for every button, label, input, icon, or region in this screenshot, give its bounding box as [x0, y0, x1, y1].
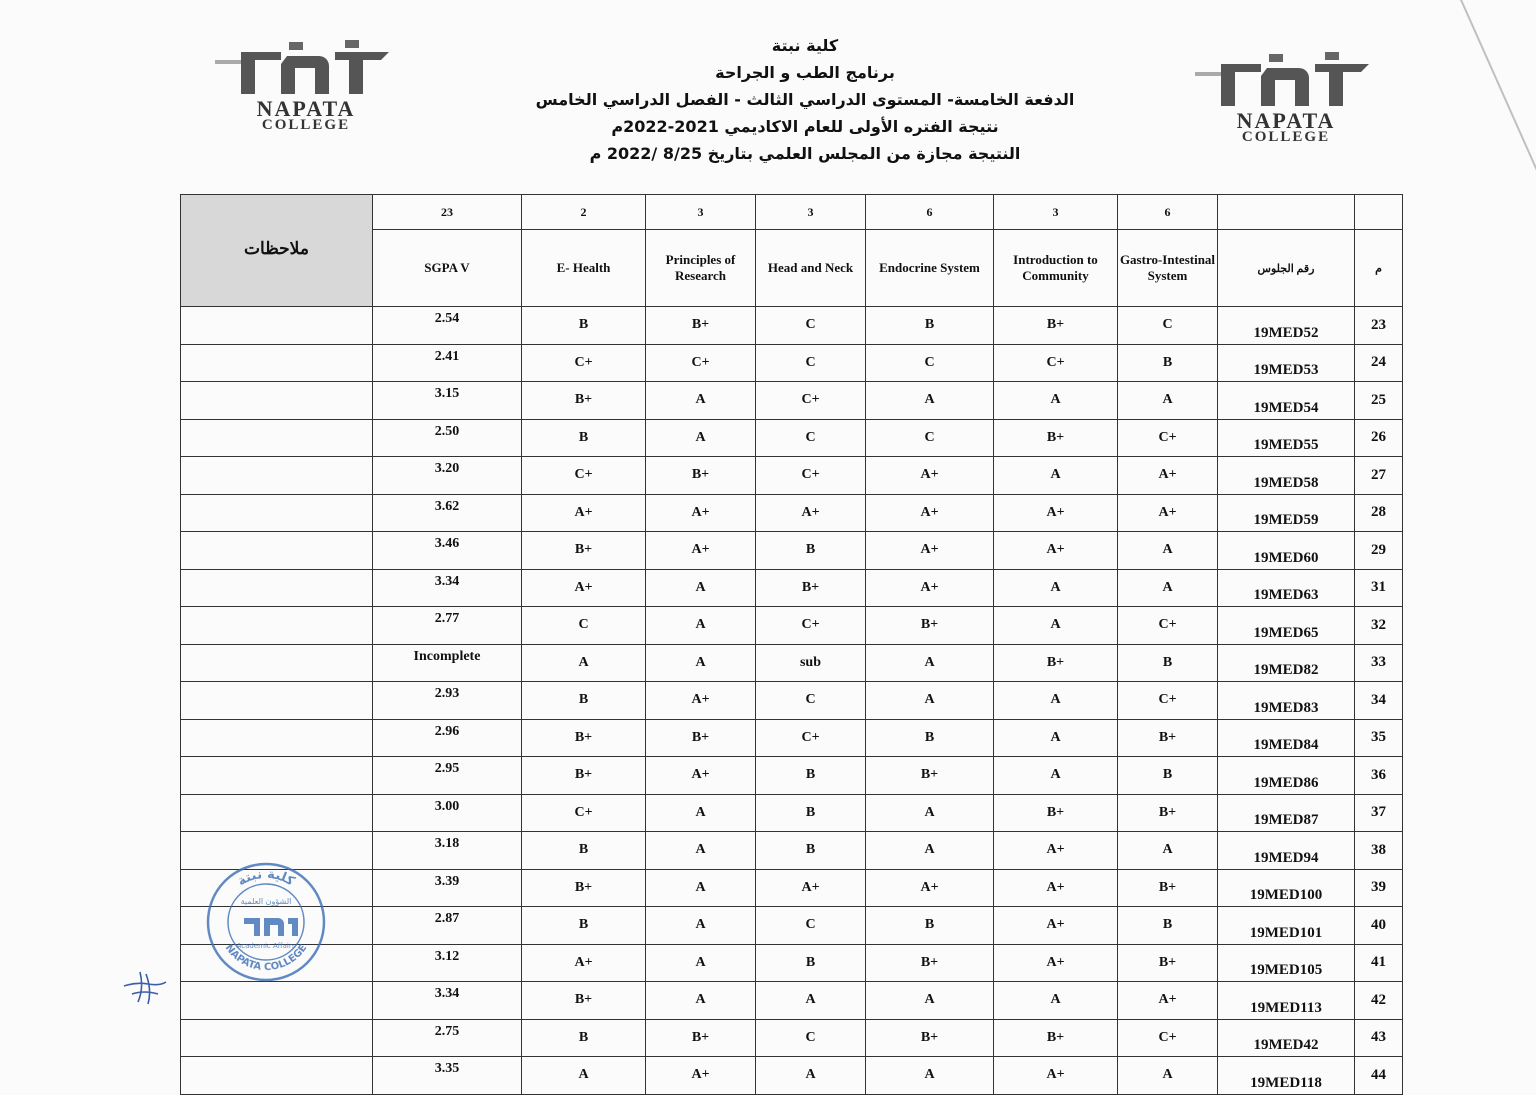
gi-grade: B	[1118, 344, 1218, 382]
document-header	[480, 32, 1130, 167]
head-neck-grade: C	[756, 682, 866, 720]
logo-text-college: COLLEGE	[261, 117, 351, 133]
research-grade: A	[646, 419, 756, 457]
svg-text:كلية نبتة: كلية نبتة	[235, 866, 297, 890]
sgpa-cell: 2.96	[373, 719, 522, 757]
seat-number: 19MED54	[1218, 382, 1355, 420]
ehealth-grade: A+	[522, 494, 646, 532]
ehealth-grade: C	[522, 607, 646, 645]
notes-cell	[181, 457, 373, 495]
research-grade: A	[646, 644, 756, 682]
seat-number: 19MED42	[1218, 1019, 1355, 1057]
table-row	[181, 382, 1403, 420]
logo-text-napata: NAPATA	[1236, 108, 1336, 133]
ehealth-grade: A+	[522, 944, 646, 982]
serial-number: 44	[1355, 1057, 1403, 1095]
seat-number: 19MED83	[1218, 682, 1355, 720]
scan-edge-line	[1460, 0, 1536, 210]
seat-number: 19MED53	[1218, 344, 1355, 382]
endocrine-grade: A+	[866, 532, 994, 570]
research-grade: A	[646, 982, 756, 1020]
notes-cell	[181, 344, 373, 382]
serial-number: 32	[1355, 607, 1403, 645]
community-grade: A	[994, 457, 1118, 495]
serial-number: 41	[1355, 944, 1403, 982]
svg-text:NAPATA COLLEGE: NAPATA COLLEGE	[222, 942, 310, 974]
serial-number: 43	[1355, 1019, 1403, 1057]
head-neck-grade: B	[756, 532, 866, 570]
table-row	[181, 682, 1403, 720]
ehealth-grade: C+	[522, 344, 646, 382]
credit-cell-empty	[1355, 195, 1403, 230]
gi-grade: C+	[1118, 1019, 1218, 1057]
gi-grade: A+	[1118, 982, 1218, 1020]
approval-note: النتيجة مجازة من المجلس العلمي بتاريخ 8/25 /2022 م	[589, 144, 1021, 163]
notes-cell	[181, 682, 373, 720]
endocrine-grade: B+	[866, 944, 994, 982]
head-neck-grade: B	[756, 832, 866, 870]
seat-number: 19MED60	[1218, 532, 1355, 570]
sgpa-cell: 3.00	[373, 794, 522, 832]
community-grade: B+	[994, 419, 1118, 457]
notes-cell	[181, 569, 373, 607]
community-grade: B+	[994, 307, 1118, 345]
sgpa-cell: 2.50	[373, 419, 522, 457]
community-grade: B+	[994, 644, 1118, 682]
ehealth-grade: B	[522, 832, 646, 870]
column-header-endocrine: Endocrine System	[866, 230, 994, 307]
sgpa-cell: 2.95	[373, 757, 522, 795]
head-neck-grade: B	[756, 794, 866, 832]
head-neck-grade: A+	[756, 869, 866, 907]
serial-number: 27	[1355, 457, 1403, 495]
head-neck-grade: C+	[756, 457, 866, 495]
table-row	[181, 832, 1403, 870]
table-row	[181, 419, 1403, 457]
endocrine-grade: B	[866, 307, 994, 345]
head-neck-grade: C	[756, 307, 866, 345]
head-neck-grade: B	[756, 757, 866, 795]
table-row	[181, 869, 1403, 907]
notes-cell	[181, 419, 373, 457]
table-row	[181, 757, 1403, 795]
community-grade: A+	[994, 832, 1118, 870]
table-row	[181, 457, 1403, 495]
gi-grade: C+	[1118, 419, 1218, 457]
community-grade: A+	[994, 944, 1118, 982]
gi-grade: A	[1118, 532, 1218, 570]
napata-logo-icon	[1191, 50, 1381, 116]
endocrine-grade: A	[866, 982, 994, 1020]
head-neck-grade: A	[756, 982, 866, 1020]
grades-table	[180, 194, 1403, 1095]
column-header-community: Introduction to Community	[994, 230, 1118, 307]
research-grade: A	[646, 944, 756, 982]
gi-grade: C+	[1118, 607, 1218, 645]
column-header-sgpa: SGPA V	[373, 230, 522, 307]
sgpa-cell: 3.39	[373, 869, 522, 907]
table-row	[181, 982, 1403, 1020]
serial-number: 29	[1355, 532, 1403, 570]
napata-logo-icon	[211, 38, 401, 104]
table-row	[181, 794, 1403, 832]
research-grade: A	[646, 382, 756, 420]
head-neck-grade: C+	[756, 607, 866, 645]
seat-number: 19MED101	[1218, 907, 1355, 945]
serial-number: 24	[1355, 344, 1403, 382]
serial-number: 37	[1355, 794, 1403, 832]
notes-header: ملاحظات	[181, 195, 373, 307]
notes-cell	[181, 982, 373, 1020]
gi-grade: B	[1118, 644, 1218, 682]
head-neck-grade: A	[756, 1057, 866, 1095]
notes-cell	[181, 644, 373, 682]
serial-number: 28	[1355, 494, 1403, 532]
research-grade: B+	[646, 1019, 756, 1057]
credit-cell: 23	[373, 195, 522, 230]
sgpa-cell: 3.35	[373, 1057, 522, 1095]
ehealth-grade: A	[522, 1057, 646, 1095]
stamp-mid-text: Academic Affairs	[236, 942, 296, 950]
table-row	[181, 644, 1403, 682]
community-grade: B+	[994, 1019, 1118, 1057]
endocrine-grade: A	[866, 682, 994, 720]
gi-grade: B+	[1118, 719, 1218, 757]
research-grade: B+	[646, 457, 756, 495]
sgpa-cell: 2.87	[373, 907, 522, 945]
ehealth-grade: B	[522, 419, 646, 457]
gi-grade: B+	[1118, 794, 1218, 832]
ehealth-grade: B+	[522, 869, 646, 907]
ehealth-grade: B+	[522, 982, 646, 1020]
serial-number: 34	[1355, 682, 1403, 720]
sgpa-cell: 2.41	[373, 344, 522, 382]
ehealth-grade: B+	[522, 382, 646, 420]
seat-number: 19MED100	[1218, 869, 1355, 907]
notes-cell	[181, 757, 373, 795]
community-grade: A	[994, 719, 1118, 757]
column-header-seat-number: رقم الجلوس	[1218, 230, 1355, 307]
credit-cell: 6	[1118, 195, 1218, 230]
sgpa-cell: 3.15	[373, 382, 522, 420]
result-period: نتيجة الفتره الأولى للعام الاكاديمي 2021-2022م	[611, 117, 999, 136]
head-neck-grade: B	[756, 944, 866, 982]
seat-number: 19MED113	[1218, 982, 1355, 1020]
credit-cell-empty	[1218, 195, 1355, 230]
endocrine-grade: A	[866, 794, 994, 832]
ehealth-grade: B+	[522, 532, 646, 570]
endocrine-grade: A	[866, 832, 994, 870]
research-grade: A+	[646, 494, 756, 532]
serial-number: 26	[1355, 419, 1403, 457]
ehealth-grade: A+	[522, 569, 646, 607]
community-grade: A	[994, 757, 1118, 795]
community-grade: A	[994, 569, 1118, 607]
research-grade: A	[646, 607, 756, 645]
head-neck-grade: A+	[756, 494, 866, 532]
gi-grade: A+	[1118, 457, 1218, 495]
seat-number: 19MED84	[1218, 719, 1355, 757]
batch-info: الدفعة الخامسة- المستوى الدراسي الثالث - الفصل الدراسي الخامس	[535, 90, 1075, 109]
endocrine-grade: A+	[866, 569, 994, 607]
academic-affairs-stamp	[204, 860, 328, 984]
head-neck-grade: C	[756, 419, 866, 457]
notes-cell	[181, 794, 373, 832]
credit-cell: 3	[994, 195, 1118, 230]
gi-grade: B	[1118, 757, 1218, 795]
table-row	[181, 1057, 1403, 1095]
gi-grade: A	[1118, 1057, 1218, 1095]
serial-number: 31	[1355, 569, 1403, 607]
research-grade: A	[646, 794, 756, 832]
research-grade: C+	[646, 344, 756, 382]
ehealth-grade: C+	[522, 794, 646, 832]
notes-cell	[181, 607, 373, 645]
notes-cell	[181, 719, 373, 757]
ehealth-grade: B	[522, 1019, 646, 1057]
community-grade: C+	[994, 344, 1118, 382]
serial-number: 35	[1355, 719, 1403, 757]
endocrine-grade: B+	[866, 1019, 994, 1057]
gi-grade: B	[1118, 907, 1218, 945]
college-logo-left	[196, 38, 416, 138]
serial-number: 38	[1355, 832, 1403, 870]
ehealth-grade: B	[522, 682, 646, 720]
head-neck-grade: C+	[756, 719, 866, 757]
serial-number: 42	[1355, 982, 1403, 1020]
community-grade: A+	[994, 1057, 1118, 1095]
table-row	[181, 719, 1403, 757]
gi-grade: B+	[1118, 869, 1218, 907]
table-row	[181, 1019, 1403, 1057]
college-logo-right	[1176, 50, 1396, 150]
notes-cell	[181, 382, 373, 420]
research-grade: A+	[646, 1057, 756, 1095]
seat-number: 19MED63	[1218, 569, 1355, 607]
gi-grade: A	[1118, 832, 1218, 870]
research-grade: A	[646, 569, 756, 607]
community-grade: A+	[994, 532, 1118, 570]
table-row	[181, 344, 1403, 382]
seat-number: 19MED94	[1218, 832, 1355, 870]
column-header-ehealth: E- Health	[522, 230, 646, 307]
research-grade: A	[646, 907, 756, 945]
seat-number: 19MED82	[1218, 644, 1355, 682]
sgpa-cell: 3.18	[373, 832, 522, 870]
endocrine-grade: B+	[866, 757, 994, 795]
notes-cell	[181, 1057, 373, 1095]
community-grade: A	[994, 382, 1118, 420]
table-row	[181, 532, 1403, 570]
community-grade: A	[994, 682, 1118, 720]
column-header-gi: Gastro-Intestinal System	[1118, 230, 1218, 307]
endocrine-grade: A	[866, 382, 994, 420]
research-grade: A+	[646, 682, 756, 720]
ehealth-grade: B+	[522, 719, 646, 757]
table-row	[181, 907, 1403, 945]
table-row	[181, 494, 1403, 532]
sgpa-cell: 2.93	[373, 682, 522, 720]
college-name: كلية نبتة	[771, 36, 839, 55]
table-row	[181, 307, 1403, 345]
column-header-serial: م	[1355, 230, 1403, 307]
community-grade: A+	[994, 494, 1118, 532]
gi-grade: A+	[1118, 494, 1218, 532]
credit-cell: 2	[522, 195, 646, 230]
credit-cell: 3	[646, 195, 756, 230]
sgpa-cell: 2.54	[373, 307, 522, 345]
research-grade: B+	[646, 719, 756, 757]
community-grade: A	[994, 607, 1118, 645]
endocrine-grade: A+	[866, 869, 994, 907]
research-grade: A	[646, 832, 756, 870]
stamp-sub-text: الشؤون العلمية	[240, 897, 292, 906]
community-grade: A+	[994, 869, 1118, 907]
ehealth-grade: C+	[522, 457, 646, 495]
ehealth-grade: B	[522, 907, 646, 945]
column-header-research: Principles of Research	[646, 230, 756, 307]
endocrine-grade: A	[866, 644, 994, 682]
seat-number: 19MED118	[1218, 1057, 1355, 1095]
table-row	[181, 607, 1403, 645]
gi-grade: B+	[1118, 944, 1218, 982]
credit-cell: 6	[866, 195, 994, 230]
community-grade: A+	[994, 907, 1118, 945]
head-neck-grade: C	[756, 1019, 866, 1057]
table-row	[181, 944, 1403, 982]
program-name: برنامج الطب و الجراحة	[715, 63, 895, 82]
sgpa-cell: 2.77	[373, 607, 522, 645]
sgpa-cell: 3.34	[373, 569, 522, 607]
gi-grade: A	[1118, 382, 1218, 420]
head-neck-grade: C	[756, 907, 866, 945]
community-grade: A	[994, 982, 1118, 1020]
seat-number: 19MED58	[1218, 457, 1355, 495]
seat-number: 19MED52	[1218, 307, 1355, 345]
seat-number: 19MED55	[1218, 419, 1355, 457]
signature-mark	[118, 964, 172, 1008]
logo-text-college: COLLEGE	[1241, 129, 1331, 145]
sgpa-cell: 3.62	[373, 494, 522, 532]
research-grade: A+	[646, 532, 756, 570]
head-neck-grade: sub	[756, 644, 866, 682]
serial-number: 36	[1355, 757, 1403, 795]
sgpa-cell: 3.20	[373, 457, 522, 495]
sgpa-cell: 3.46	[373, 532, 522, 570]
head-neck-grade: C	[756, 344, 866, 382]
sgpa-cell: 3.12	[373, 944, 522, 982]
head-neck-grade: C+	[756, 382, 866, 420]
endocrine-grade: B	[866, 907, 994, 945]
serial-number: 23	[1355, 307, 1403, 345]
serial-number: 40	[1355, 907, 1403, 945]
serial-number: 25	[1355, 382, 1403, 420]
research-grade: B+	[646, 307, 756, 345]
endocrine-grade: B	[866, 719, 994, 757]
endocrine-grade: C	[866, 419, 994, 457]
notes-cell	[181, 532, 373, 570]
sgpa-cell: Incomplete	[373, 644, 522, 682]
endocrine-grade: A+	[866, 494, 994, 532]
table-row	[181, 569, 1403, 607]
seat-number: 19MED59	[1218, 494, 1355, 532]
endocrine-grade: A+	[866, 457, 994, 495]
gi-grade: C	[1118, 307, 1218, 345]
notes-cell	[181, 307, 373, 345]
serial-number: 39	[1355, 869, 1403, 907]
seat-number: 19MED86	[1218, 757, 1355, 795]
research-grade: A+	[646, 757, 756, 795]
endocrine-grade: A	[866, 1057, 994, 1095]
community-grade: B+	[994, 794, 1118, 832]
credit-cell: 3	[756, 195, 866, 230]
endocrine-grade: C	[866, 344, 994, 382]
seat-number: 19MED105	[1218, 944, 1355, 982]
seat-number: 19MED87	[1218, 794, 1355, 832]
serial-number: 33	[1355, 644, 1403, 682]
column-header-head-neck: Head and Neck	[756, 230, 866, 307]
notes-cell	[181, 494, 373, 532]
sgpa-cell: 3.34	[373, 982, 522, 1020]
ehealth-grade: B+	[522, 757, 646, 795]
gi-grade: C+	[1118, 682, 1218, 720]
notes-cell	[181, 1019, 373, 1057]
gi-grade: A	[1118, 569, 1218, 607]
research-grade: A	[646, 869, 756, 907]
head-neck-grade: B+	[756, 569, 866, 607]
sgpa-cell: 2.75	[373, 1019, 522, 1057]
credit-hours-row	[181, 195, 1403, 230]
ehealth-grade: B	[522, 307, 646, 345]
seat-number: 19MED65	[1218, 607, 1355, 645]
logo-text-napata: NAPATA	[256, 96, 356, 121]
ehealth-grade: A	[522, 644, 646, 682]
endocrine-grade: B+	[866, 607, 994, 645]
